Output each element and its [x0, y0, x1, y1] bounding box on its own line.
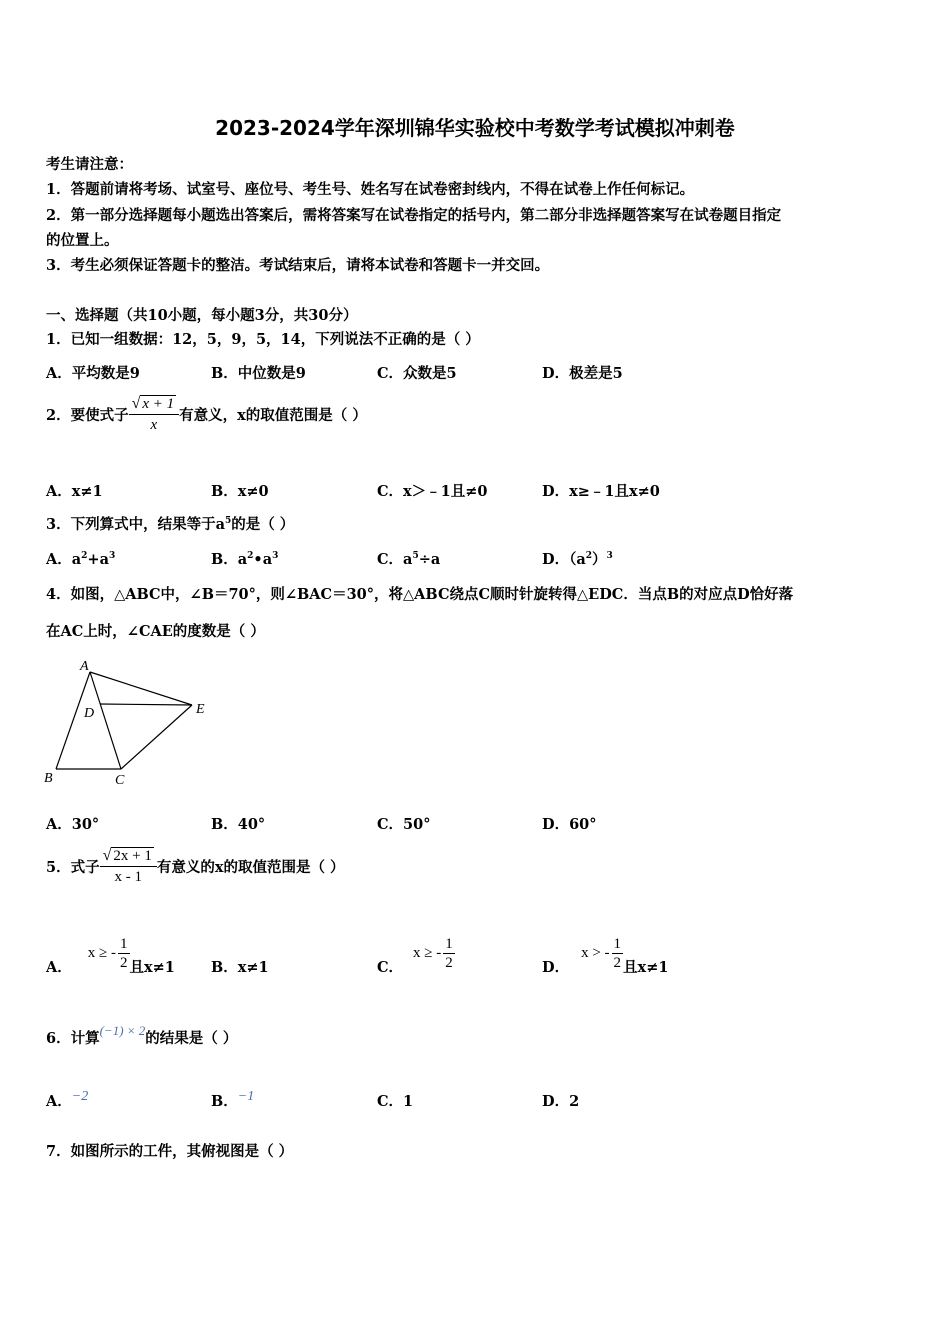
q1-option-c[interactable]: C．众数是5 [377, 365, 457, 382]
q3-option-d[interactable]: D．$(a^2)^3$ [542, 551, 613, 568]
q4-option-b[interactable]: B．40° [211, 816, 266, 833]
q6-option-d[interactable]: D．2 [542, 1093, 580, 1110]
q6-option-b[interactable]: B．−1 [211, 1089, 255, 1110]
q5-option-a[interactable]: A． x ≥ - $\frac{1}{2}$ 且x≠1 [46, 936, 175, 976]
q2-option-c[interactable]: C．x＞﹣1且≠0 [377, 483, 488, 500]
label-b: B [44, 771, 53, 786]
q4-stem-line1: 4．如图，△ABC中，∠B＝70°，则∠BAC＝30°，将△ABC绕点C顺时针旋转得△EDC．当点B的对应点D恰好落 [46, 586, 794, 603]
segment-de [100, 704, 192, 705]
q1-stem: 1．已知一组数据：12，5，9，5，14，下列说法不正确的是（ ） [46, 331, 480, 348]
q5-stem-post: 有意义的x的取值范围是（ ） [156, 859, 345, 876]
notice-item-3: 3．考生必须保证答题卡的整洁。考试结束后，请将本试卷和答题卡一并交回。 [46, 257, 550, 274]
q6-option-c[interactable]: C．1 [377, 1093, 414, 1110]
q2-option-d[interactable]: D．x≥﹣1且x≠0 [542, 483, 660, 500]
q6-expression: (−1) × 2 [99, 1023, 146, 1038]
q5-option-b[interactable]: B．x≠1 [211, 959, 269, 976]
q1-option-d[interactable]: D．极差是5 [542, 365, 623, 382]
q6-stem: 6．计算(−1) × 2的结果是（ ） [46, 1023, 238, 1047]
q6-option-a[interactable]: A．−2 [46, 1089, 89, 1110]
notice-item-2-cont: 的位置上。 [46, 232, 119, 249]
label-e: E [196, 702, 205, 717]
q3-option-c[interactable]: C．$a^5\div a$ [377, 551, 441, 568]
q5-option-c[interactable]: C． x ≥ - $\frac{1}{2}$ [377, 936, 453, 976]
q5-numerator: 2x + 1 [113, 848, 152, 864]
q3-stem: 3．下列算式中，结果等于$a^5$的是（ ） [46, 516, 295, 533]
notice-heading: 考生请注意： [46, 156, 133, 173]
notice-item-1: 1．答题前请将考场、试室号、座位号、考生号、姓名写在试卷密封线内，不得在试卷上作任何标记。 [46, 181, 695, 198]
q4-option-a[interactable]: A．30° [46, 816, 100, 833]
notice-item-2: 2．第一部分选择题每小题选出答案后，需将答案写在试卷指定的括号内，第二部分非选择题答案写在试卷题目指定 [46, 207, 782, 224]
q3-option-a[interactable]: A．$a^2+a^3$ [46, 551, 116, 568]
page-title: 2023-2024学年深圳锦华实验校中考数学考试模拟冲刺卷 [215, 116, 735, 140]
q4-triangle-figure [40, 655, 220, 790]
label-d: D [84, 706, 95, 721]
segment-ce [121, 705, 192, 769]
q2-numerator: x + 1 [142, 396, 175, 412]
q5-option-d[interactable]: D． x > - $\frac{1}{2}$ 且x≠1 [542, 936, 669, 976]
q5-denominator: x - 1 [114, 869, 142, 885]
label-c: C [115, 773, 125, 788]
label-a: A [80, 659, 89, 674]
q4-option-c[interactable]: C．50° [377, 816, 431, 833]
q2-denominator: x [150, 417, 158, 433]
q1-option-b[interactable]: B．中位数是9 [211, 365, 306, 382]
q2-stem [46, 394, 367, 435]
q5-stem-pre: 5．式子 [46, 859, 100, 876]
q2-fraction: $\frac{√ x + 1}{x}$ [129, 394, 180, 435]
segment-ac [90, 672, 121, 769]
q3-option-b[interactable]: B．$a^2•a^3$ [211, 551, 279, 568]
q2-stem-pre: 2．要使式子 [46, 407, 129, 424]
q5-stem [46, 846, 345, 887]
q4-stem-line2: 在AC上时，∠CAE的度数是（ ） [46, 623, 265, 640]
segment-ae [90, 672, 192, 705]
q7-stem: 7．如图所示的工件，其俯视图是（ ） [46, 1143, 294, 1160]
q2-option-a[interactable]: A．x≠1 [46, 483, 103, 500]
q2-stem-post: 有意义，x的取值范围是（ ） [179, 407, 367, 424]
section-heading: 一、选择题（共10小题，每小题3分，共30分） [46, 307, 358, 324]
q5-fraction: $\frac{√ 2x + 1}{x - 1}$ [100, 846, 157, 887]
q4-option-d[interactable]: D．60° [542, 816, 597, 833]
q1-option-a[interactable]: A．平均数是9 [46, 365, 140, 382]
q2-option-b[interactable]: B．x≠0 [211, 483, 269, 500]
